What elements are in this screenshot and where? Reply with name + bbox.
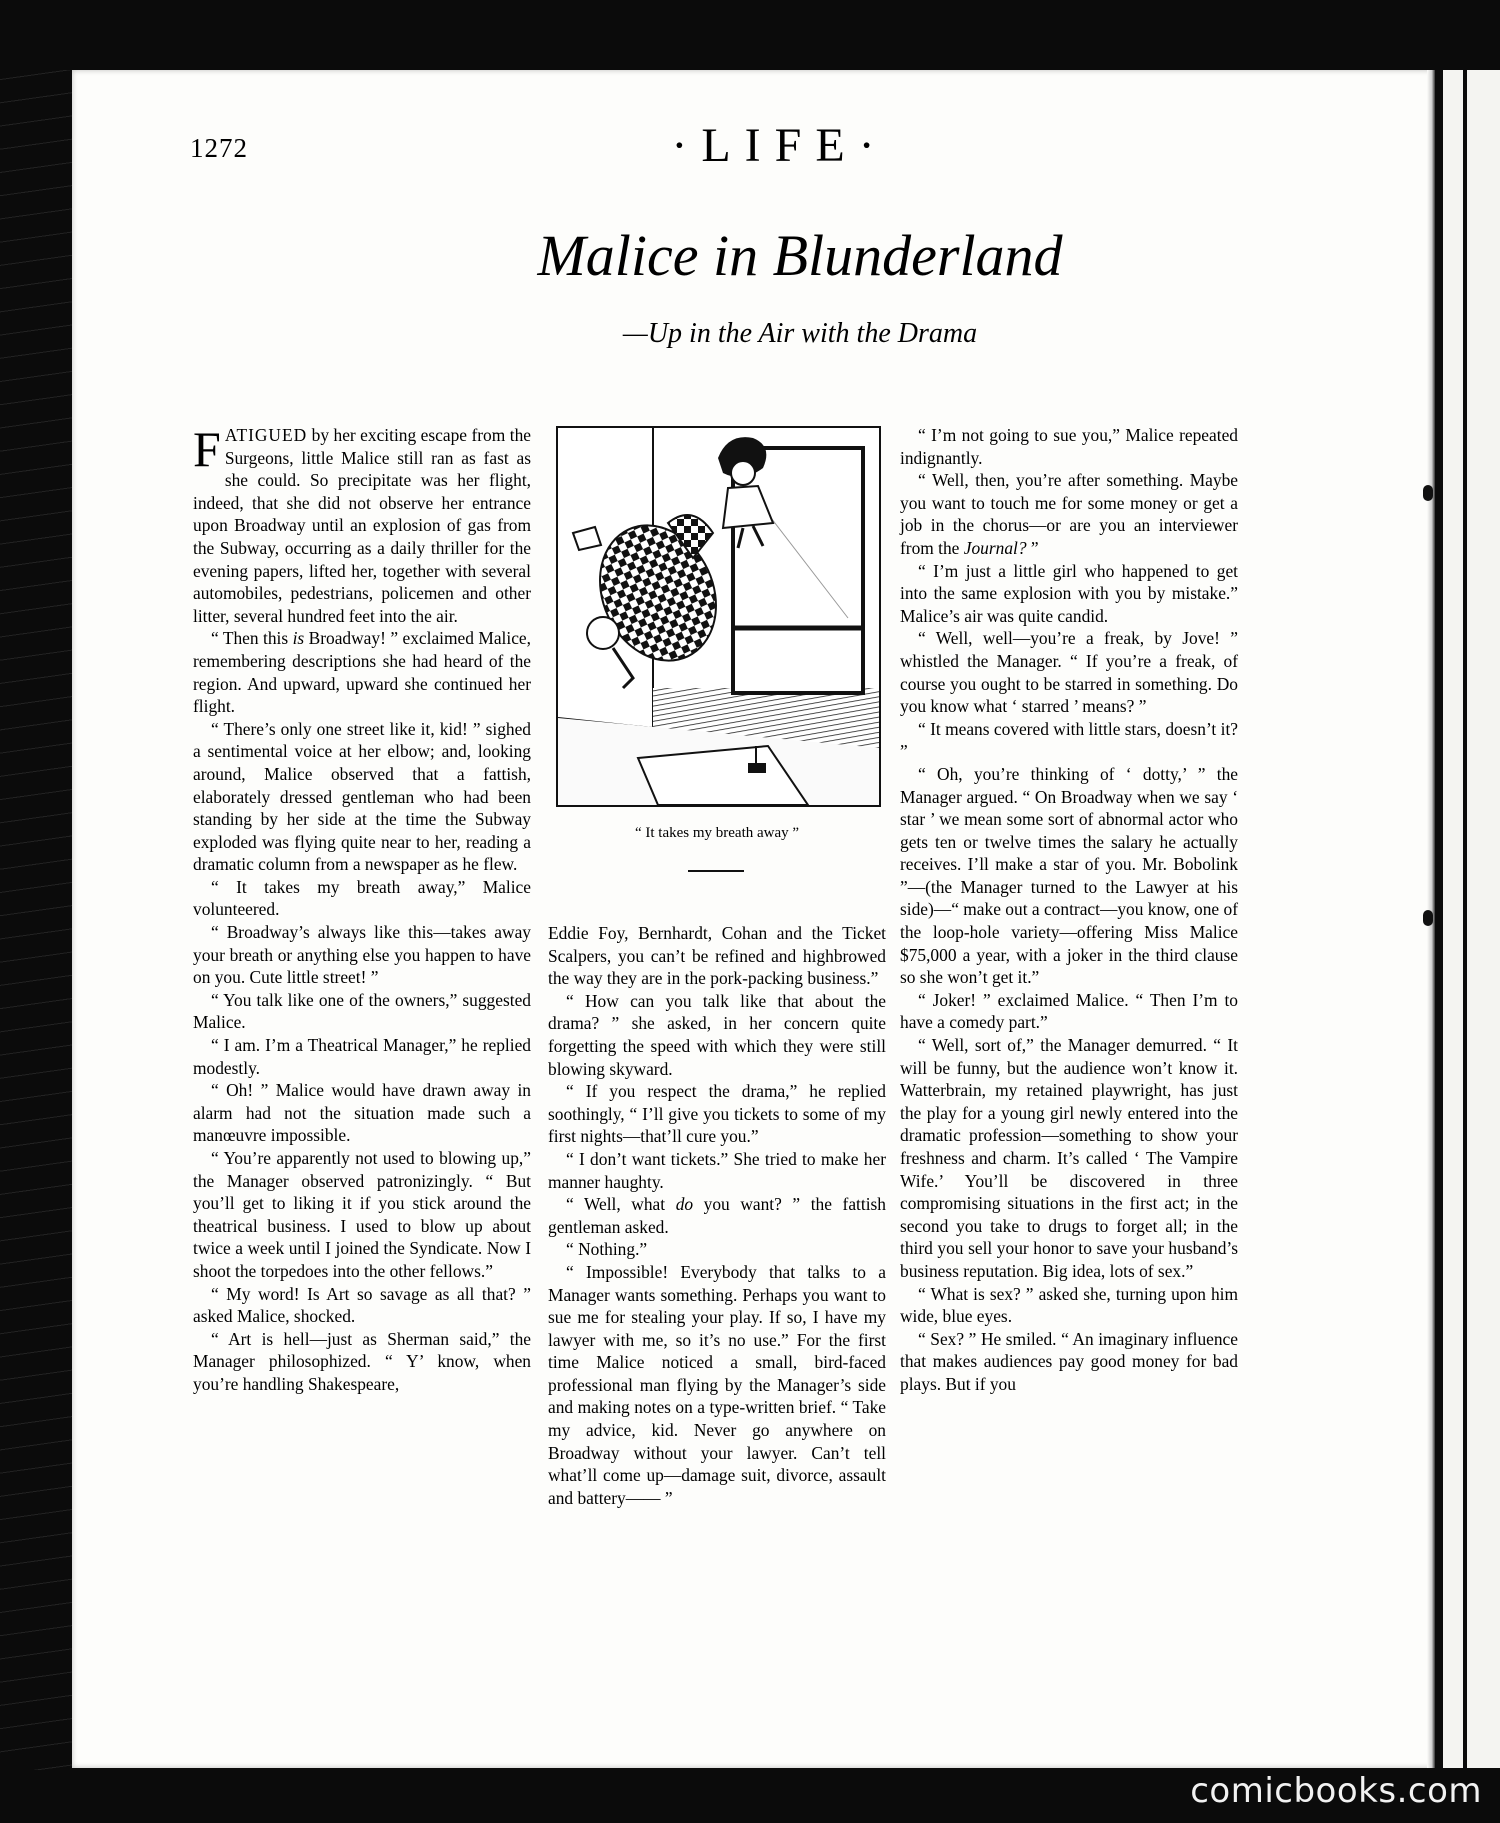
text-column-3 xyxy=(900,424,1238,1396)
paragraph: FATIGUED by her exciting escape from the Surgeons, little Malice still ran as fast as she could. So precipitate was her flight, indeed, that she did not observe her entrance upon Broadway until an explosion of gas from the Subway, occurring as a daily thriller for the evening papers, lifted her, together with several automobiles, pedestrians, policemen and other litter, several hundred feet into the air. xyxy=(193,421,531,626)
paragraph: “ Well, then, you’re after something. Maybe you want to touch me for some money or get a job in the chorus—or are you an interviewer from the Journal? ” xyxy=(900,470,1238,558)
paragraph: “ There’s only one street like it, kid! ” sighed a sentimental voice at her elbow; and, looking around, Malice observed that a fattish, elaborately dressed gentleman who had been standing by her side at the time the Subway exploded was flying quite near to her, reading a dramatic column from a newspaper as he flew. xyxy=(193,718,531,875)
paragraph: “ My word! Is Art so savage as all that? ” asked Malice, shocked. xyxy=(193,1283,531,1327)
paragraph: “ How can you talk like that about the drama? ” she asked, in her concern quite forgetting the speed with which they were still blowing skyward. xyxy=(548,990,886,1079)
paragraph: “ Sex? ” He smiled. “ An imaginary influence that makes audiences pay good money for bad plays. But if you xyxy=(900,1328,1238,1394)
paragraph: “ Oh, you’re thinking of ‘ dotty,’ ” the Manager argued. “ On Broadway when we say ‘ star ’ we mean some sort of abnormal actor who gets ten or twelve times the salary he actually receives. I’ll make a star of you. Mr. Bobolink ”—(the Manager turned to the Lawyer at his side)—“ make out a contract—you know, one of the loop-hole variety—offering Miss Malice $75,000 a year, with a joker in the third clause so she won’t get it.” xyxy=(900,763,1238,988)
binding-dot xyxy=(1423,485,1433,501)
article-subtitle: —Up in the Air with the Drama xyxy=(622,318,978,349)
paragraph: “ You talk like one of the owners,” suggested Malice. xyxy=(193,989,531,1033)
paragraph: “ You’re apparently not used to blowing up,” the Manager observed patronizingly. “ But you’ll get to liking it if you stick around the theatrical business. I used to blow up about twice a week until I joined the Syndicate. Now I shoot the torpedoes into the other fellows.” xyxy=(193,1148,531,1281)
paragraph: “ It means covered with little stars, doesn’t it? ” xyxy=(900,718,1238,762)
paragraph: Eddie Foy, Bernhardt, Cohan and the Ticket Scalpers, you can’t be refined and highbrowed the way they are in the pork-packing business.” xyxy=(548,923,886,989)
paragraph: “ Then this is Broadway! ” exclaimed Malice, remembering descriptions she had heard of the region. And upward, upward she continued her flight. xyxy=(193,628,531,717)
scan-left-edge xyxy=(0,70,72,1770)
article-title: Malice in Blunderland xyxy=(537,223,1063,288)
paragraph: “ I don’t want tickets.” She tried to make her manner haughty. xyxy=(548,1148,886,1192)
paragraph: “ Well, what do you want? ” the fattish gentleman asked. xyxy=(548,1194,886,1237)
text-column-1 xyxy=(193,421,531,1396)
paragraph: “ What is sex? ” asked she, turning upon him wide, blue eyes. xyxy=(900,1283,1238,1327)
drop-cap: F xyxy=(193,421,221,477)
paragraph: “ If you respect the drama,” he replied soothingly, “ I’ll give you tickets to some of my first nights—that’ll cure you.” xyxy=(548,1081,886,1147)
opening-caps: ATIGUED xyxy=(224,425,308,445)
paragraph: “ Broadway’s always like this—takes away your breath or anything else you happen to have on you. Cute little street! ” xyxy=(193,922,531,988)
text-column-2 xyxy=(548,922,886,1509)
paragraph: “ I am. I’m a Theatrical Manager,” he replied modestly. xyxy=(193,1035,531,1078)
next-page-edge xyxy=(1443,70,1500,1768)
site-watermark: comicbooks.com xyxy=(1190,1771,1482,1811)
paragraph: “ I’m just a little girl who happened to get into the same explosion with you by mistake.” Malice’s air was quite candid. xyxy=(900,560,1238,626)
binding-dot xyxy=(1423,910,1433,926)
section-divider xyxy=(688,870,744,872)
paragraph: “ Well, sort of,” the Manager demurred. “ It will be funny, but the audience won’t know it. Watterbrain, my retained playwright, has just the play for a young girl newly entered into the dramatic profession—something to show your freshness and charm. It’s called ‘ The Vampire Wife.’ You’ll be discovered in three compromising situations in the first act; in the second you take to drugs to forget all; in the third you sell your honor to save your husband’s business reputation. Big idea, lots of sex.” xyxy=(900,1035,1238,1281)
paragraph: “ It takes my breath away,” Malice volunteered. xyxy=(193,876,531,920)
paragraph: “ Well, well—you’re a freak, by Jove! ” whistled the Manager. “ If you’re a freak, of course you ought to be starred in something. Do you know what ‘ starred ’ means? ” xyxy=(900,628,1238,717)
illustration-caption: “ It takes my breath away ” xyxy=(634,825,800,841)
paragraph: “ Art is hell—just as Sherman said,” the Manager philosophized. “ Y’ know, when you’re handling Shakespeare, xyxy=(193,1328,531,1394)
masthead: ·LIFE· xyxy=(671,119,889,172)
paragraph: “ Oh! ” Malice would have drawn away in alarm had not the situation made such a manœuvre impossible. xyxy=(193,1080,531,1146)
paragraph: “ Nothing.” xyxy=(566,1239,648,1260)
illustration xyxy=(556,426,881,807)
paragraph: “ Joker! ” exclaimed Malice. “ Then I’m to have a comedy part.” xyxy=(900,989,1238,1033)
page-number: 1272 xyxy=(190,133,248,163)
paragraph: “ I’m not going to sue you,” Malice repeated indignantly. xyxy=(900,425,1238,468)
paragraph: “ Impossible! Everybody that talks to a Manager wants something. Perhaps you want to sue me for stealing your play. If so, I have my lawyer with me, so it’s no use.” For the first time Malice noticed a small, bird-faced professional man flying by the Manager’s side and making notes on a type-written brief. “ Take my advice, kid. Never go anywhere on Broadway without your lawyer. Can’t tell what’ll come up—damage suit, divorce, assault and battery—— ” xyxy=(548,1261,886,1508)
falling-figures-drawing xyxy=(558,428,879,805)
